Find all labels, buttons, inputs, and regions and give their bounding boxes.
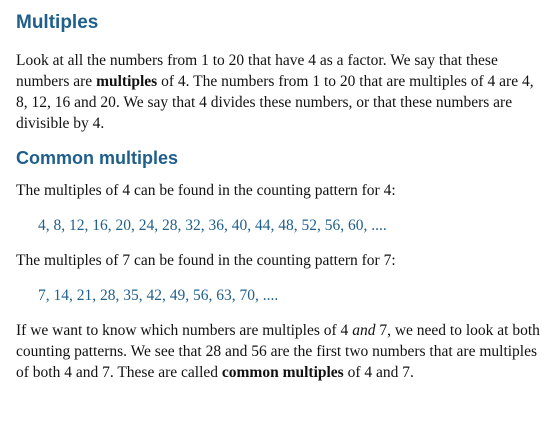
intro-multiples-of-4: The multiples of 4 can be found in the counting pattern for 4: xyxy=(16,182,396,199)
multiples-heading: Multiples xyxy=(16,12,99,33)
multiples-paragraph xyxy=(16,50,546,134)
closing-italic-and: and xyxy=(352,322,376,339)
intro-multiples-of-7: The multiples of 7 can be found in the counting pattern for 7: xyxy=(16,252,396,269)
sequence-multiples-of-4: 4, 8, 12, 16, 20, 24, 28, 32, 36, 40, 44, 48, 52, 56, 60, .... xyxy=(38,217,387,234)
multiples-term: multiples xyxy=(96,73,158,90)
closing-text-3: of 4 and 7. xyxy=(343,364,414,381)
common-multiples-heading: Common multiples xyxy=(16,148,179,168)
document-page xyxy=(16,8,546,383)
closing-text-1: If we want to know which numbers are multiples of 4 xyxy=(16,322,353,339)
sequence-multiples-of-7: 7, 14, 21, 28, 35, 42, 49, 56, 63, 70, .... xyxy=(38,287,279,304)
multiples-paragraph-text-2: of 4. The numbers from 1 to 20 that are multiples of 4 are 4, 8, 12, 16 and 20. We say that 4 divides these numbers, or that these numbers are divisible by 4. xyxy=(16,73,534,132)
common-multiples-term: common multiples xyxy=(221,364,344,381)
closing-text-2: 7, we need to look at both counting patterns. We see that 28 and 56 are the first two numbers that are multiples of both 4 and 7. These are called xyxy=(16,322,540,381)
multiples-paragraph-text-1: Look at all the numbers from 1 to 20 that have 4 as a factor. We say that these numbers are xyxy=(16,52,498,90)
closing-paragraph xyxy=(16,320,546,383)
